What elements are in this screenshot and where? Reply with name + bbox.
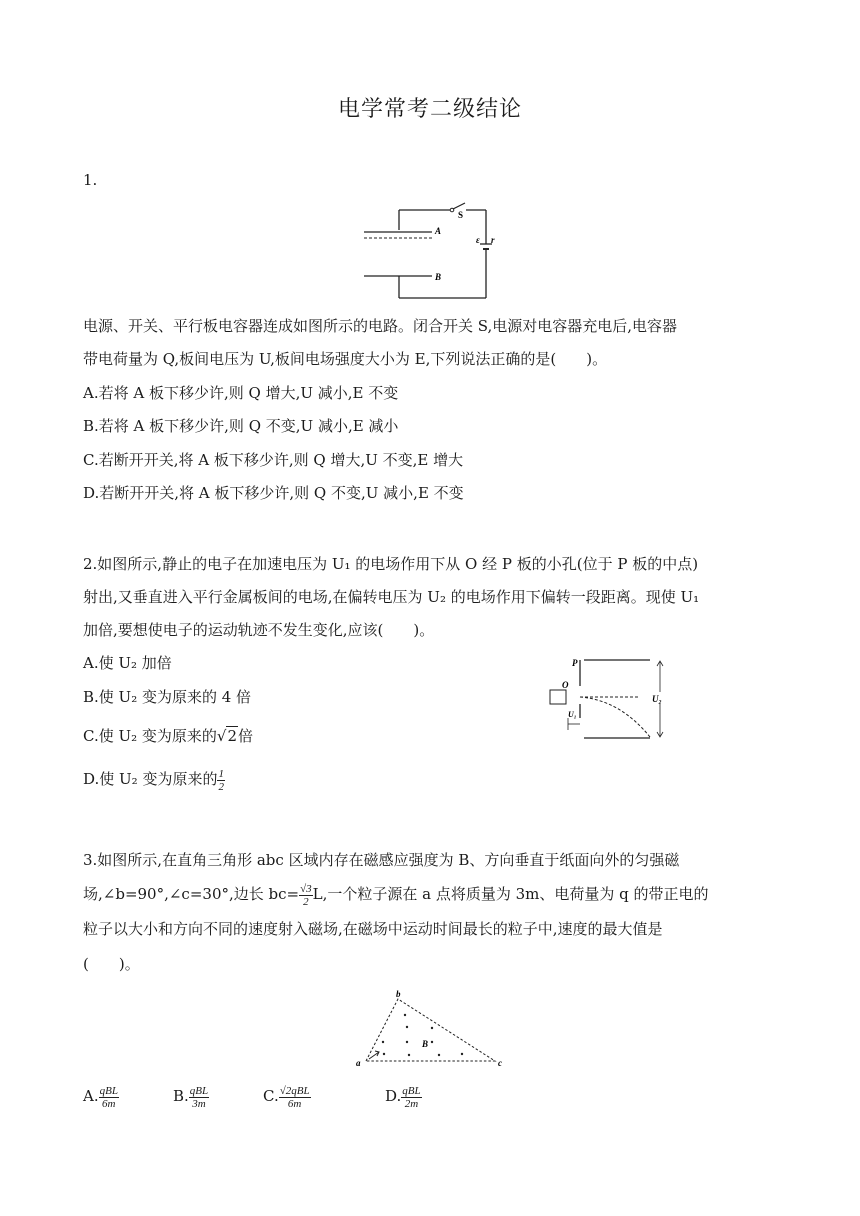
q3-stem-line3: 粒子以大小和方向不同的速度射入磁场,在磁场中运动时间最长的粒子中,速度的最大值是: [83, 920, 663, 938]
q2-option-c-post: 倍: [238, 727, 254, 745]
q2-option-a: A.使 U₂ 加倍: [83, 654, 172, 672]
q1-label-e: ε: [476, 235, 480, 245]
q3-option-d: D. $\frac{\text{qBL}}{2m}$: [385, 1084, 421, 1110]
q3-stem-line2-post: L,一个粒子源在 a 点将质量为 3m、电荷量为 q 的带正电的: [312, 885, 709, 903]
q1-stem-line2: 带电荷量为 Q,板间电压为 U,板间电场强度大小为 E,下列说法正确的是( )。: [83, 350, 608, 368]
q3-label-field: B: [422, 1039, 429, 1049]
q2-sqrt-sign: √: [216, 727, 227, 745]
q3-stem-line2-pre: 场,∠b=90°,∠c=30°,边长 bc=: [83, 885, 300, 903]
q3-label-c: c: [498, 1058, 502, 1068]
q3-stem-line4: ( )。: [83, 955, 140, 973]
q1-number: 1.: [83, 171, 98, 189]
q3-option-b: B. $\frac{\text{qBL}}{3m}$: [173, 1084, 209, 1110]
q3-option-a: A. $\frac{\text{qBL}}{6m}$: [83, 1084, 118, 1110]
q2-option-d: [83, 766, 225, 793]
q1-option-c: C.若断开开关,将 A 板下移少许,则 Q 增大,U 不变,E 增大: [83, 451, 464, 469]
q2-label-o: O: [562, 680, 569, 690]
q1-label-a: A: [435, 226, 442, 236]
q1-label-b: B: [435, 272, 442, 282]
q2-label-u1: U₁: [568, 710, 577, 719]
q1-circuit-figure: [360, 200, 500, 302]
q3-stem-line2: [83, 880, 709, 908]
q2-stem-line3: 加倍,要想使电子的运动轨迹不发生变化,应该( )。: [83, 621, 435, 639]
q2-option-d-pre: D.使 U₂ 变为原来的: [83, 770, 218, 788]
q1-option-b: B.若将 A 板下移少许,则 Q 不变,U 减小,E 减小: [83, 417, 399, 435]
q2-option-c-root: 2: [227, 727, 238, 745]
q3-option-c: C. $\frac{\text{√2qBL}}{6m}$: [263, 1084, 310, 1110]
q1-option-a: A.若将 A 板下移少许,则 Q 增大,U 减小,E 不变: [83, 384, 399, 402]
q2-stem-line2: 射出,又垂直进入平行金属板间的电场,在偏转电压为 U₂ 的电场作用下偏转一段距离。现使 U₁: [83, 588, 700, 606]
page-title: 电学常考二级结论: [337, 97, 522, 122]
q3-stem-line1: 3.如图所示,在直角三角形 abc 区域内存在磁感应强度为 B、方向垂直于纸面向外的匀强磁: [83, 851, 680, 869]
q3-bc-fraction: $\frac{√3}{2}$: [300, 882, 312, 908]
q2-label-u2: U₂: [652, 694, 662, 704]
q2-option-d-fraction: $\frac{1}{2}$: [218, 767, 224, 793]
q1-label-r: r: [491, 235, 495, 245]
q3-label-b: b: [396, 989, 401, 999]
q2-option-c: [83, 726, 253, 746]
q2-option-b: B.使 U₂ 变为原来的 4 倍: [83, 688, 252, 706]
q3-label-a: a: [356, 1058, 361, 1068]
q1-stem-line1: 电源、开关、平行板电容器连成如图所示的电路。闭合开关 S,电源对电容器充电后,电容器: [83, 317, 678, 335]
q3-triangle-figure: [352, 988, 512, 1068]
q2-option-c-pre: C.使 U₂ 变为原来的: [83, 727, 217, 745]
q3-field-dots: [382, 1014, 463, 1056]
q2-stem-line1: 2.如图所示,静止的电子在加速电压为 U₁ 的电场作用下从 O 经 P 板的小孔(位于 P 板的中点): [83, 555, 699, 573]
q2-label-p: P: [572, 658, 578, 668]
q2-deflection-figure: [540, 652, 675, 748]
q1-label-s: S: [458, 210, 464, 220]
q1-option-d: D.若断开开关,将 A 板下移少许,则 Q 不变,U 减小,E 不变: [83, 484, 464, 502]
